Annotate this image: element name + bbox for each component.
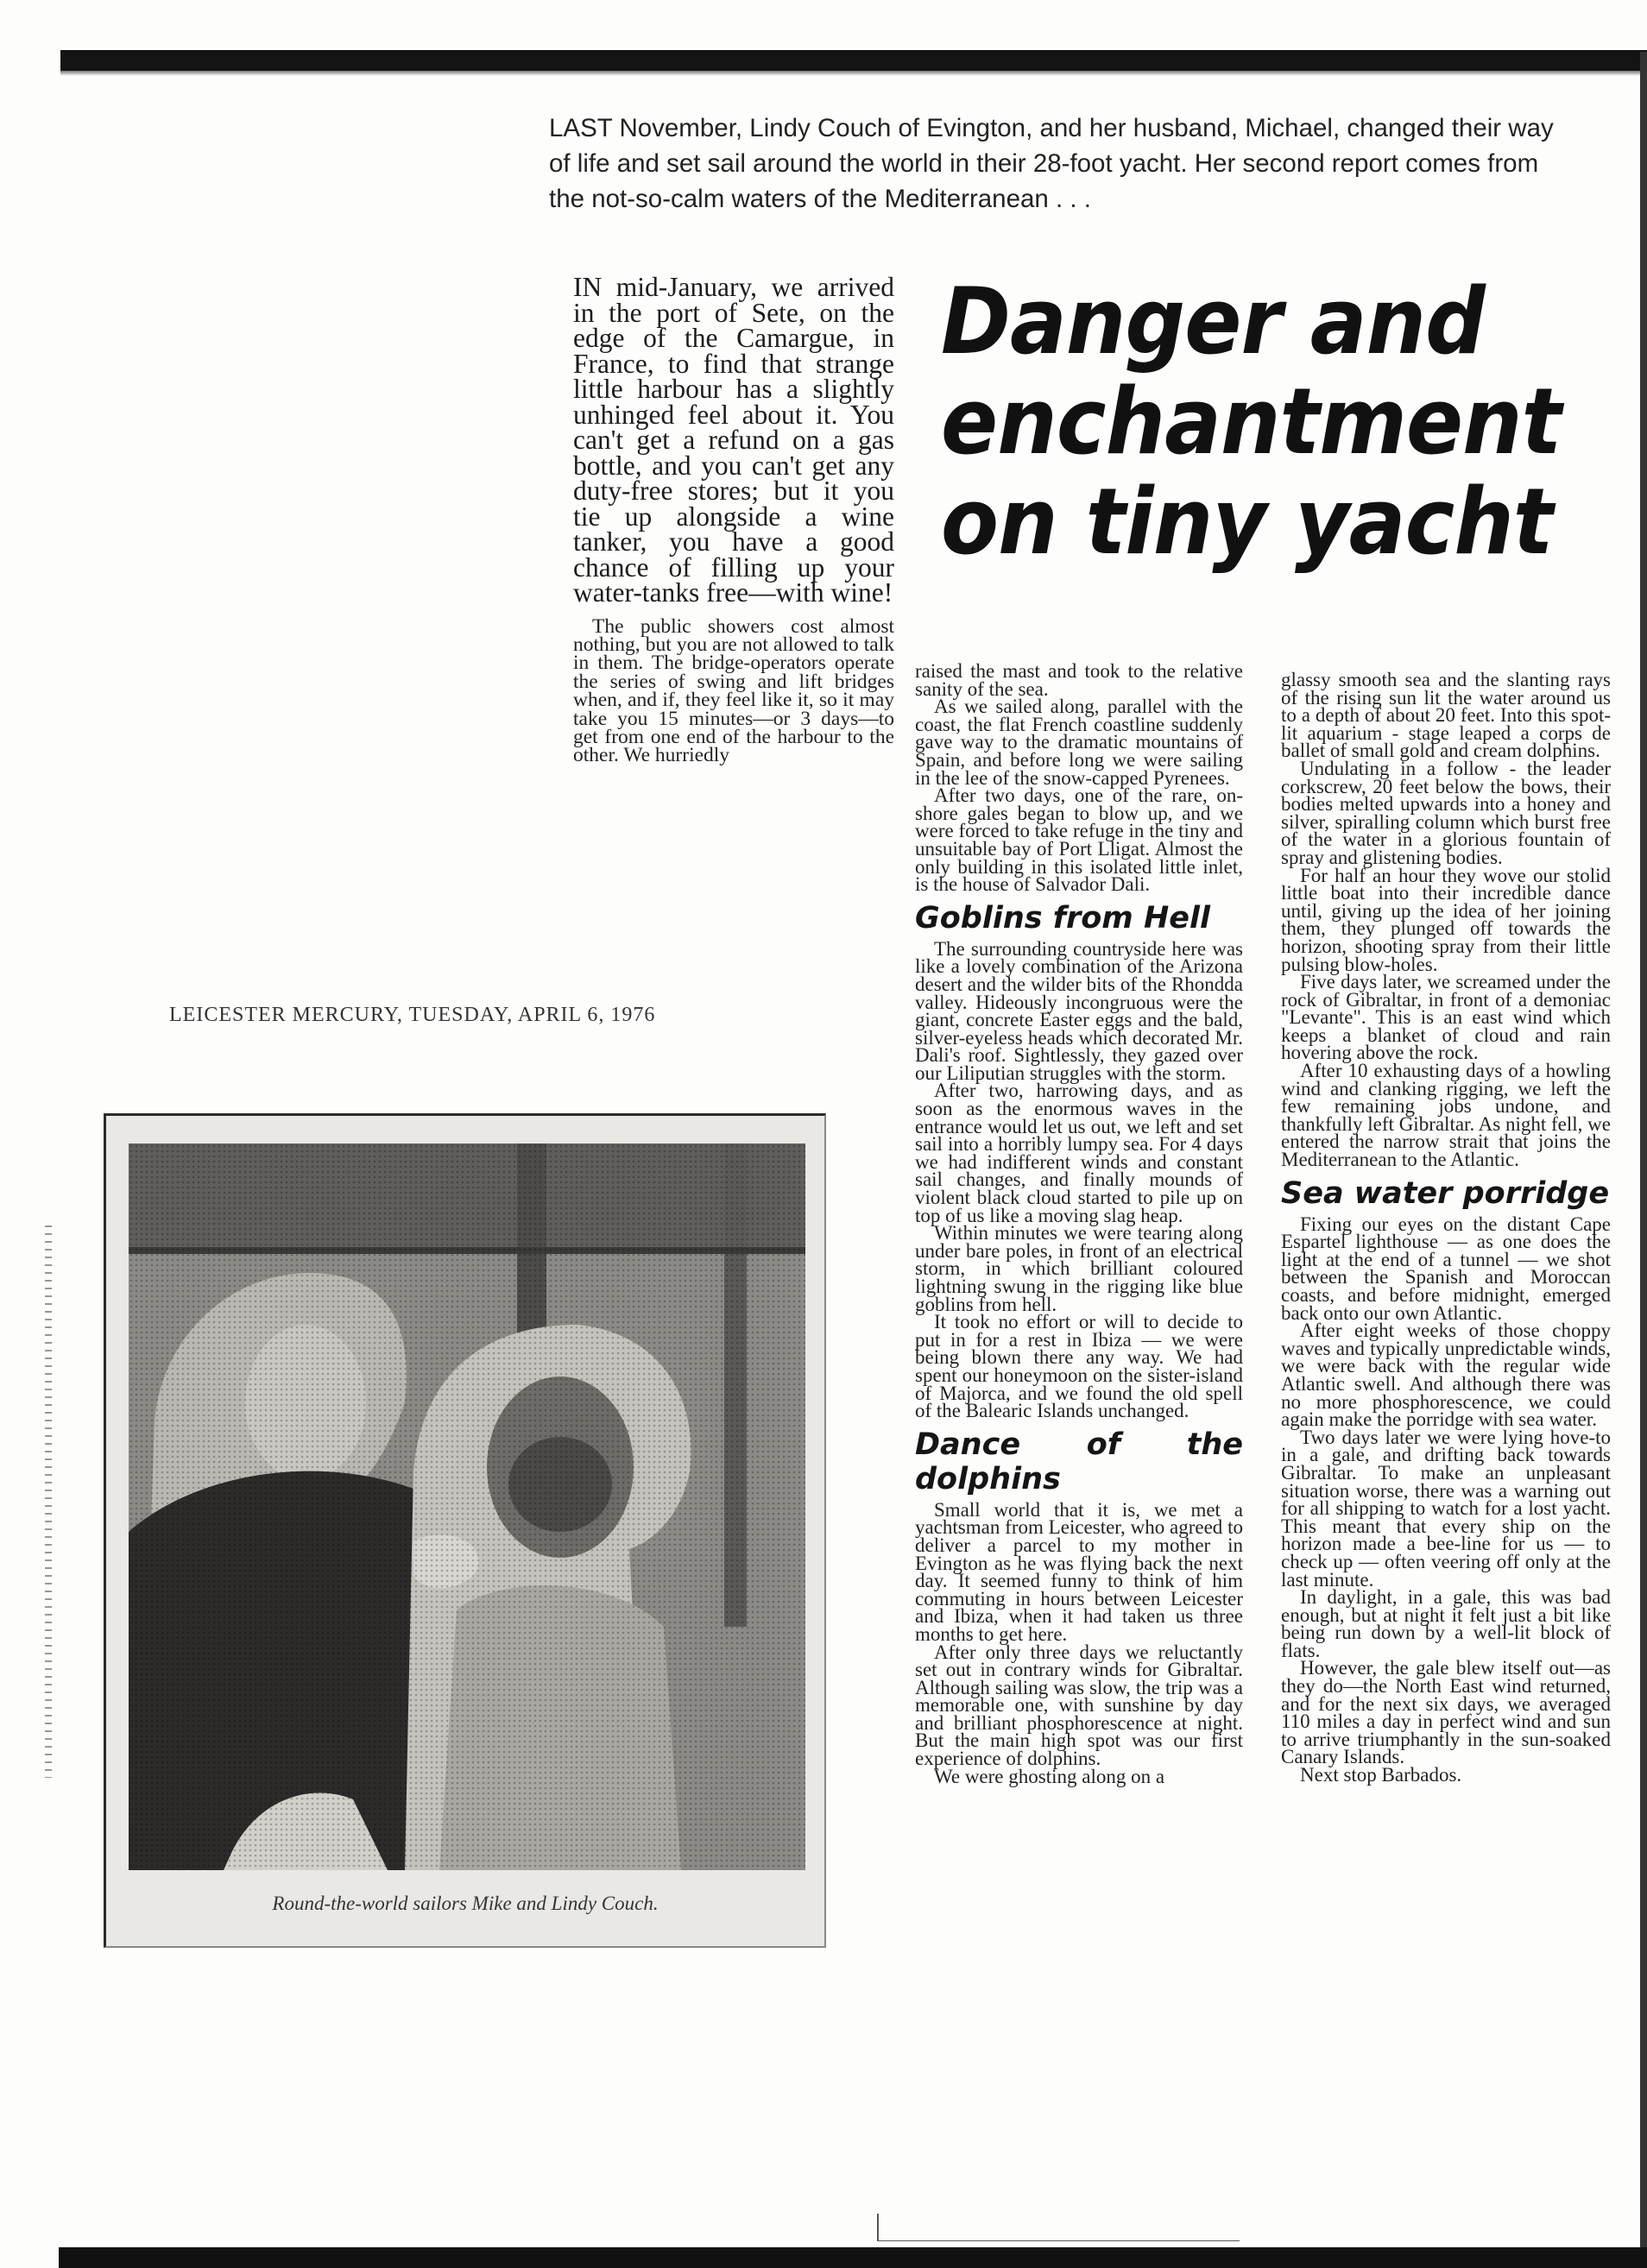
bottom-rule	[877, 2240, 1240, 2241]
paragraph: Two days later we were lying hove-to in a gale, and drifting back towards Gibraltar. To make an unpleasant situation worse, there was a warning out for all shipping to watch for a lost yacht. This meant that every ship on the horizon made a bee-line for us — to check up — often veering off only at the last minute.	[1281, 1426, 1611, 1591]
photo-caption: Round-the-world sailors Mike and Lindy Couch.	[272, 1893, 659, 1914]
scan-top-shadow	[60, 71, 1647, 76]
paragraph: The public showers cost almost nothing, but you are not allowed to talk in them. The bridge-operators operate the series of swing and lift bridges when, and if, they feel like it, so it may take you 15 minutes—or 3 days—to get from one end of the harbour to the other. We hurriedly	[573, 614, 894, 767]
article-intro: LAST November, Lindy Couch of Evington, and her husband, Michael, changed their way of life and set sail around the world in their 28-foot yacht. Her second report comes from the not-so-calm waters of the Mediterranean . . .	[549, 114, 1554, 213]
paragraph: raised the mast and took to the relative sanity of the sea.	[915, 660, 1243, 700]
column-1	[573, 274, 894, 765]
column-rule	[877, 2214, 879, 2241]
column-2	[915, 660, 1243, 1787]
dateline: LEICESTER MERCURY, TUESDAY, APRIL 6, 1976	[169, 1004, 656, 1026]
paragraph: Undulating in a follow - the leader corkscrew, 20 feet below the bows, their bodies melted upwards into a honey and silver, spiralling column which burst free of the water in a glorious fountain of spray and glistening bodies.	[1281, 757, 1611, 868]
scan-right-edge	[1640, 52, 1647, 2261]
paragraph: glassy smooth sea and the slanting rays of the rising sun lit the water around us to a depth of about 20 feet. Into this spot-lit aquarium - stage leaped a corps de ballet of small gold and cream dolphins.	[1281, 669, 1611, 762]
photo-halftone	[129, 1143, 805, 1870]
subheading-goblins: Goblins from Hell	[915, 900, 1210, 936]
subheading-dolphins: Dance of the dolphins	[915, 1427, 1243, 1496]
couple-photo	[129, 1143, 805, 1870]
column-3	[1281, 671, 1611, 1785]
paragraph: Small world that it is, we met a yachtsman from Leicester, who agreed to deliver a parcel to my mother in Evington as he was flying back the next day. It seemed funny to think of him commuting in hours between Leicester and Ibiza, when it had taken us three months to get here.	[915, 1498, 1243, 1645]
paragraph: The surrounding countryside here was like a lovely combination of the Arizona desert and the wilder bits of the Rhondda valley. Hideously incongruous were the giant, concrete Easter eggs and the bald, silver-eyeless heads which decorated Mr. Dali's roof. Sightlessly, they gazed over our Liliputian struggles with the storm.	[915, 937, 1243, 1084]
headline-line-1: Danger and	[941, 268, 1486, 375]
paragraph: After only three days we reluctantly set out in contrary winds for Gibraltar. Although sailing was slow, the trip was a memorable one, with sunshine by day and brilliant phosphorescence at night. But the main high spot was our first experience of dolphins.	[915, 1641, 1243, 1770]
paragraph: It took no effort or will to decide to put in for a rest in Ibiza — we were being blown there any way. We had spent our honeymoon on the sister-island of Majorca, and we found the old spell of the Balearic Islands unchanged.	[915, 1311, 1243, 1422]
paragraph: After eight weeks of those choppy waves and typically unpredictable winds, we were back with the regular wide Atlantic swell. And although there was no more phosphorescence, we could again make the porridge with sea water.	[1281, 1320, 1611, 1431]
paragraph: Fixing our eyes on the distant Cape Espartel lighthouse — as one does the light at the end of a tunnel — we shot between the Spanish and Moroccan coasts, and before midnight, emerged back onto our own Atlantic.	[1281, 1213, 1611, 1324]
scan-bottom-edge	[59, 2247, 1647, 2268]
paragraph: Next stop Barbados.	[1300, 1764, 1462, 1786]
paragraph: After 10 exhausting days of a howling wind and clanking rigging, we left the few remaining jobs undone, and thankfully left Gibraltar. As night fell, we entered the narrow strait that joins the Mediterranean to the Atlantic.	[1281, 1060, 1611, 1171]
paragraph: After two, harrowing days, and as soon as the enormous waves in the entrance would let us out, we left and set sail into a horribly lumpy sea. For 4 days we had indifferent winds and constant sail changes, and finally mounds of violent black cloud started to pile up on top of us like a moving slag heap.	[915, 1080, 1243, 1226]
paragraph: Within minutes we were tearing along under bare poles, in front of an electrical storm, in which brilliant coloured lightning swung in the rigging like blue goblins from hell.	[915, 1222, 1243, 1315]
lead-paragraph: IN mid-January, we arrived in the port of Sete, on the edge of the Camargue, in France, to find that strange little harbour has a slightly unhinged feel about it. You can't get a refund on a gas bottle, and you can't get any duty-free stores; but it you tie up alongside a wine tanker, you have a good chance of filling up your water-tanks free—with wine!	[573, 272, 894, 608]
article-headline	[941, 268, 1614, 575]
paragraph: For half an hour they wove our stolid little boat into their incredible dance until, giving up the idea of her joining them, they plunged off towards the horizon, shooting spray from their little pulsing blow-holes.	[1281, 864, 1611, 975]
paragraph: Five days later, we screamed under the rock of Gibraltar, in front of a demoniac "Levante". This is an east wind which keeps a blanket of cloud and rain hovering above the rock.	[1281, 971, 1611, 1064]
paragraph: As we sailed along, parallel with the coast, the flat French coastline suddenly gave way to the dramatic mountains of Spain, and before long we were sailing in the lee of the snow-capped Pyrenees.	[915, 696, 1243, 789]
headline-line-2: enchantment	[941, 369, 1562, 475]
paragraph: We were ghosting along on a	[934, 1765, 1165, 1787]
paragraph: In daylight, in a gale, this was bad enough, but at night it felt just a bit like being run down by a well-lit block of flats.	[1281, 1586, 1611, 1661]
subheading-porridge: Sea water porridge	[1281, 1175, 1610, 1211]
scan-top-edge	[60, 50, 1647, 71]
photo-clipping	[104, 1113, 826, 1948]
paragraph: However, the gale blew itself out—as they do—the North East wind returned, and for the next six days, we averaged 110 miles a day in perfect wind and sun to arrive triumphantly in the sun-soaked Canary Islands.	[1281, 1657, 1611, 1768]
headline-line-3: on tiny yacht	[941, 469, 1553, 575]
paragraph: After two days, one of the rare, on-shore gales began to blow up, and we were forced to take refuge in the tiny and unsuitable bay of Port Lligat. Almost the only building in this isolated little inlet, is the house of Salvador Dali.	[915, 784, 1243, 896]
scan-margin-marks	[45, 1225, 52, 1778]
